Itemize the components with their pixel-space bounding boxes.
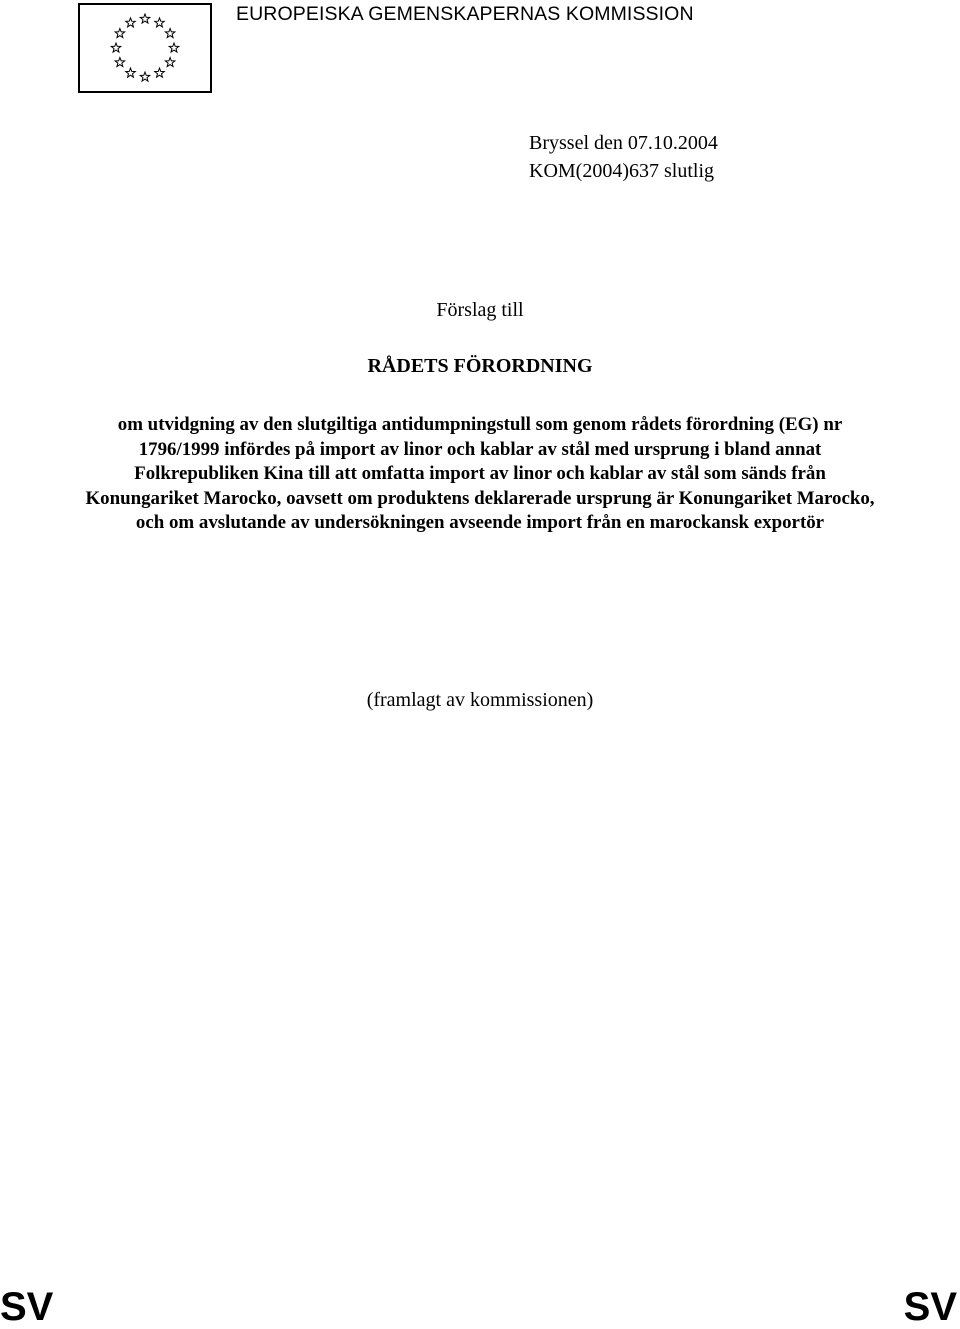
star-icon — [165, 58, 175, 67]
document-reference: KOM(2004)637 slutlig — [529, 160, 714, 182]
star-icon — [155, 68, 165, 77]
organization-name: EUROPEISKA GEMENSKAPERNAS KOMMISSION — [236, 3, 694, 25]
star-icon — [115, 58, 125, 67]
star-icon — [126, 68, 136, 77]
star-icon — [155, 18, 165, 27]
star-icon — [111, 43, 121, 52]
star-icon — [169, 43, 179, 52]
proposal-label: Förslag till — [436, 299, 524, 321]
star-icon — [165, 29, 175, 38]
language-code-left: SV — [0, 1285, 54, 1329]
document-type-title: RÅDETS FÖRORDNING — [367, 355, 593, 377]
star-icon — [115, 29, 125, 38]
star-icon — [126, 18, 136, 27]
language-code-right: SV — [903, 1285, 957, 1329]
star-icon — [140, 72, 150, 81]
eu-flag-emblem-icon — [78, 3, 212, 93]
star-icon — [140, 14, 150, 23]
date-reference-block — [529, 129, 718, 185]
document-subject: om utvidgning av den slutgiltiga antidumpningstull som genom rådets förordning (EG) nr 1796/1999 infördes på import av linor och kablar av stål med ursprung i bland annat Folkrepubliken Kina till att omfatta import av linor och kablar av stål som sänds från Konungariket Marocko, oavsett om produktens deklarerade ursprung är Konungariket Marocko, och om avslutande av undersökningen avseende import från en marockansk exportör — [85, 414, 875, 534]
date-line: Bryssel den 07.10.2004 — [529, 132, 718, 154]
presented-by: (framlagt av kommissionen) — [366, 689, 594, 711]
eu-stars-icon — [80, 5, 210, 91]
